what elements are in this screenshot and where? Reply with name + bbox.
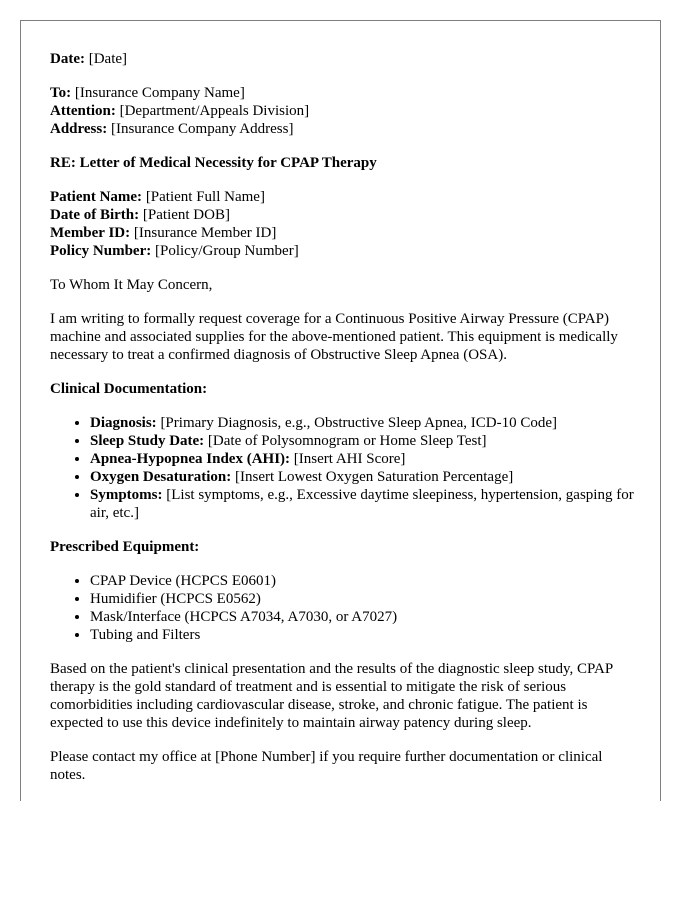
list-item-oxygen-desaturation bbox=[90, 468, 640, 486]
list-item-value: [Date of Polysomnogram or Home Sleep Test] bbox=[207, 433, 487, 449]
clinical-heading: Clinical Documentation: bbox=[50, 381, 208, 397]
address-label: Address: bbox=[50, 121, 108, 137]
policy-number-value: [Policy/Group Number] bbox=[154, 243, 299, 259]
attention-label: Attention: bbox=[50, 103, 116, 119]
address-value: [Insurance Company Address] bbox=[110, 121, 294, 137]
recipient-block bbox=[50, 84, 640, 138]
patient-block bbox=[50, 188, 640, 260]
intro-paragraph: I am writing to formally request coverage for a Continuous Positive Airway Pressure (CPAP) machine and associated supplies for the above-mentioned patient. This equipment is medically necessary to treat a confirmed diagnosis of Obstructive Sleep Apnea (OSA). bbox=[50, 311, 618, 363]
dob-value: [Patient DOB] bbox=[142, 207, 230, 223]
list-item-sleep-study-date bbox=[90, 432, 640, 450]
list-item-value: [Primary Diagnosis, e.g., Obstructive Sleep Apnea, ICD-10 Code] bbox=[160, 415, 558, 431]
salutation: To Whom It May Concern, bbox=[50, 277, 213, 293]
date-label: Date: bbox=[50, 51, 85, 67]
date-value: [Date] bbox=[88, 51, 128, 67]
subject-line: RE: Letter of Medical Necessity for CPAP Therapy bbox=[50, 155, 377, 171]
to-value: [Insurance Company Name] bbox=[74, 85, 245, 101]
list-item-label: Apnea-Hypopnea Index (AHI): bbox=[90, 451, 291, 467]
list-item-label: Symptoms: bbox=[90, 487, 163, 503]
clinical-list bbox=[50, 414, 640, 522]
list-item-label: Sleep Study Date: bbox=[90, 433, 205, 449]
letter-content bbox=[50, 50, 640, 800]
list-item-ahi bbox=[90, 450, 640, 468]
list-item-tubing-filters: • Tubing and Filters bbox=[90, 626, 640, 644]
patient-name-value: [Patient Full Name] bbox=[145, 189, 265, 205]
list-item-symptoms bbox=[90, 486, 640, 522]
list-item-value: [Insert Lowest Oxygen Saturation Percentage] bbox=[235, 469, 514, 485]
list-item-value: [List symptoms, e.g., Excessive daytime sleepiness, hypertension, gasping for air, etc.] bbox=[90, 487, 634, 521]
patient-name-label: Patient Name: bbox=[50, 189, 143, 205]
dob-label: Date of Birth: bbox=[50, 207, 140, 223]
contact-paragraph: Please contact my office at [Phone Number] if you require further documentation or clinical notes. bbox=[50, 749, 603, 783]
equipment-list bbox=[50, 572, 640, 644]
member-id-value: [Insurance Member ID] bbox=[133, 225, 277, 241]
conclusion-paragraph: Based on the patient's clinical presentation and the results of the diagnostic sleep study, CPAP therapy is the gold standard of treatment and is essential to mitigate the risk of serious comorbidities including cardiovascular disease, stroke, and chronic fatigue. The patient is expected to use this device indefinitely to maintain airway patency during sleep. bbox=[50, 661, 613, 731]
policy-number-label: Policy Number: bbox=[50, 243, 152, 259]
list-item-humidifier: • Humidifier (HCPCS E0562) bbox=[90, 590, 640, 608]
attention-value: [Department/Appeals Division] bbox=[119, 103, 310, 119]
list-item-cpap-device: • CPAP Device (HCPCS E0601) bbox=[90, 572, 640, 590]
equipment-heading: Prescribed Equipment: bbox=[50, 539, 200, 555]
date-block bbox=[50, 50, 640, 68]
list-item-label: Oxygen Desaturation: bbox=[90, 469, 232, 485]
list-item-value: [Insert AHI Score] bbox=[293, 451, 406, 467]
list-item-mask-interface: • Mask/Interface (HCPCS A7034, A7030, or A7027) bbox=[90, 608, 640, 626]
letter-page bbox=[20, 20, 661, 801]
member-id-label: Member ID: bbox=[50, 225, 131, 241]
list-item-diagnosis bbox=[90, 414, 640, 432]
list-item-label: Diagnosis: bbox=[90, 415, 157, 431]
to-label: To: bbox=[50, 85, 72, 101]
